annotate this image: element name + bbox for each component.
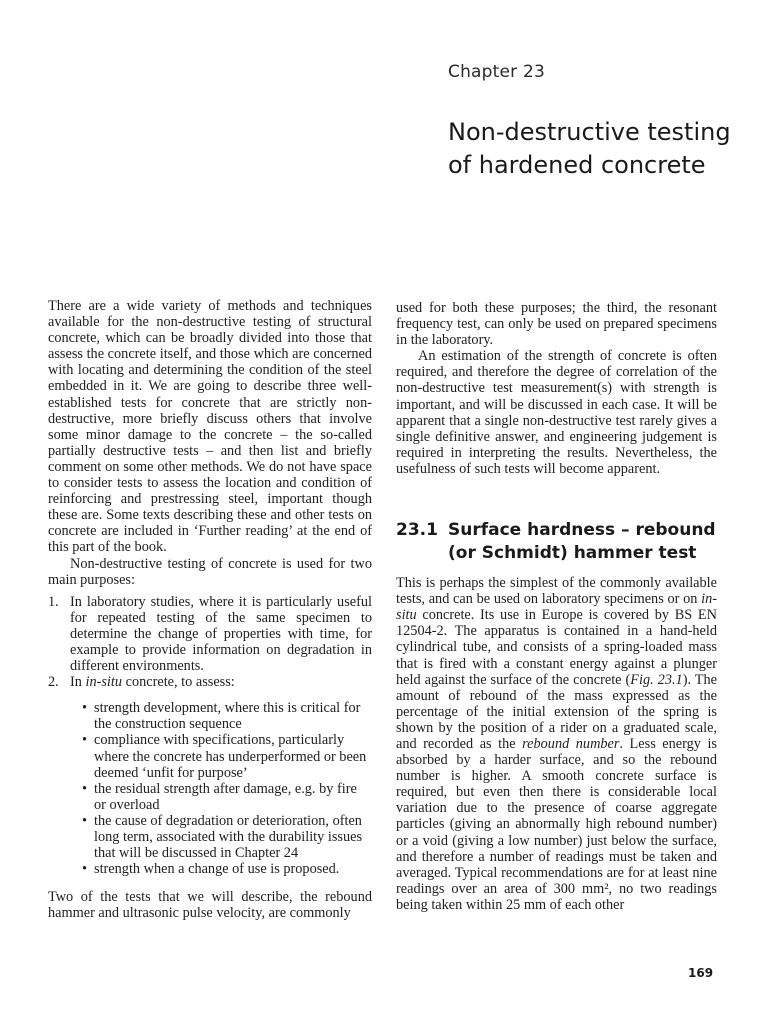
- body-emphasis: in-situ: [396, 591, 717, 624]
- purpose-number: 1.: [48, 593, 59, 610]
- assessment-bullet-list: [48, 700, 372, 877]
- section-title: Surface hardness – rebound (or Schmidt) hammer test: [448, 520, 716, 564]
- body-text: This is perhaps the simplest of the commonly available tests, and can be used on laboratory specimens or on: [396, 575, 717, 608]
- left-column: [48, 298, 372, 921]
- bullet-item: • strength when a change of use is proposed.: [82, 861, 372, 877]
- purpose-text-post: concrete, to assess:: [122, 674, 235, 691]
- body-text: concrete. Its use in Europe is covered by BS EN 12504-2. The apparatus is contained in a hand-held cylindrical tube, and consists of a spring-loaded mass that is fired with a constant energy against a plunger held against the surface of the concrete (: [396, 607, 717, 688]
- purpose-item-laboratory: [48, 594, 372, 674]
- strength-paragraph: An estimation of the strength of concrete is often required, and therefore the degree of correlation of the non-destructive test measurement(s) with strength is important, and will be discussed in each case. It will be apparent that a single non-destructive test rarely gives a single definitive answer, and engineering judgement is required in interpreting the results. Nevertheless, the usefulness of such tests will become apparent.: [396, 348, 717, 477]
- purpose-item-in-situ: [48, 674, 372, 690]
- body-text: . Less energy is absorbed by a harder surface, and so the rebound number is higher. A smooth concrete surface is required, but even then there is considerable local variation due to the presence of coarse aggregate particles (giving an abnormally high rebound number) or a void (giving a low number) just below the surface, and therefore a number of readings must be taken and averaged. Typical recommendations are for at least nine readings over an area of 300 mm², no two readings being taken within 25 mm of each other: [396, 735, 717, 913]
- body-emphasis: rebound number: [522, 735, 620, 752]
- purpose-text-pre: In: [70, 674, 86, 691]
- purposes-intro-paragraph: Non-destructive testing of concrete is used for two main purposes:: [48, 555, 372, 588]
- chapter-title: Non-destructive testing of hardened concrete: [448, 118, 731, 179]
- bullet-item: • the residual strength after damage, e.g. by fire or overload: [82, 781, 372, 813]
- chapter-label: Chapter 23: [448, 62, 546, 82]
- purpose-text-emphasis: in-situ: [85, 674, 123, 691]
- section-heading: [396, 519, 717, 565]
- page-number: 169: [688, 966, 714, 980]
- closing-paragraph: Two of the tests that we will describe, the rebound hammer and ultrasonic pulse velocity, are commonly: [48, 889, 372, 922]
- section-number: 23.1: [396, 520, 438, 541]
- purpose-text: In laboratory studies, where it is particularly useful for repeated testing of the same specimen to determine the change of properties with time, for example to provide information on degradation in different environments.: [70, 593, 372, 675]
- bullet-item: • compliance with specifications, particularly where the concrete has underperformed or been deemed ‘unfit for purpose’: [82, 732, 372, 780]
- bullet-item: • strength development, where this is critical for the construction sequence: [82, 700, 372, 732]
- bullet-item: • the cause of degradation or deterioration, often long term, associated with the durability issues that will be discussed in Chapter 24: [82, 813, 372, 861]
- purpose-number: 2.: [48, 674, 59, 691]
- body-text: ). The amount of rebound of the mass expressed as the percentage of the initial extension of the spring is shown by the position of a rider on a graduated scale, and recorded as the: [396, 671, 717, 752]
- intro-paragraph: There are a wide variety of methods and techniques available for the non-destructive testing of structural concrete, which can be broadly divided into those that assess the concrete itself, and those which are concerned with locating and determining the condition of the steel embedded in it. We are going to describe three well-established tests for concrete that are strictly non-destructive, more briefly discuss others that involve some minor damage to the concrete – the so-called partially destructive tests – and then list and briefly comment on some other methods. We do not have space to consider tests to assess the location and condition of reinforcing and prestressing steel, important though these are. Some texts describing these and other tests on concrete are included in ‘Further reading’ at the end of this part of the book.: [48, 298, 372, 556]
- purposes-list: [48, 594, 372, 691]
- section-body-paragraph: [396, 575, 717, 913]
- right-column: [396, 300, 717, 913]
- continuation-paragraph: used for both these purposes; the third, the resonant frequency test, can only be used on prepared specimens in the laboratory.: [396, 300, 717, 349]
- figure-reference: Fig. 23.1: [630, 671, 683, 688]
